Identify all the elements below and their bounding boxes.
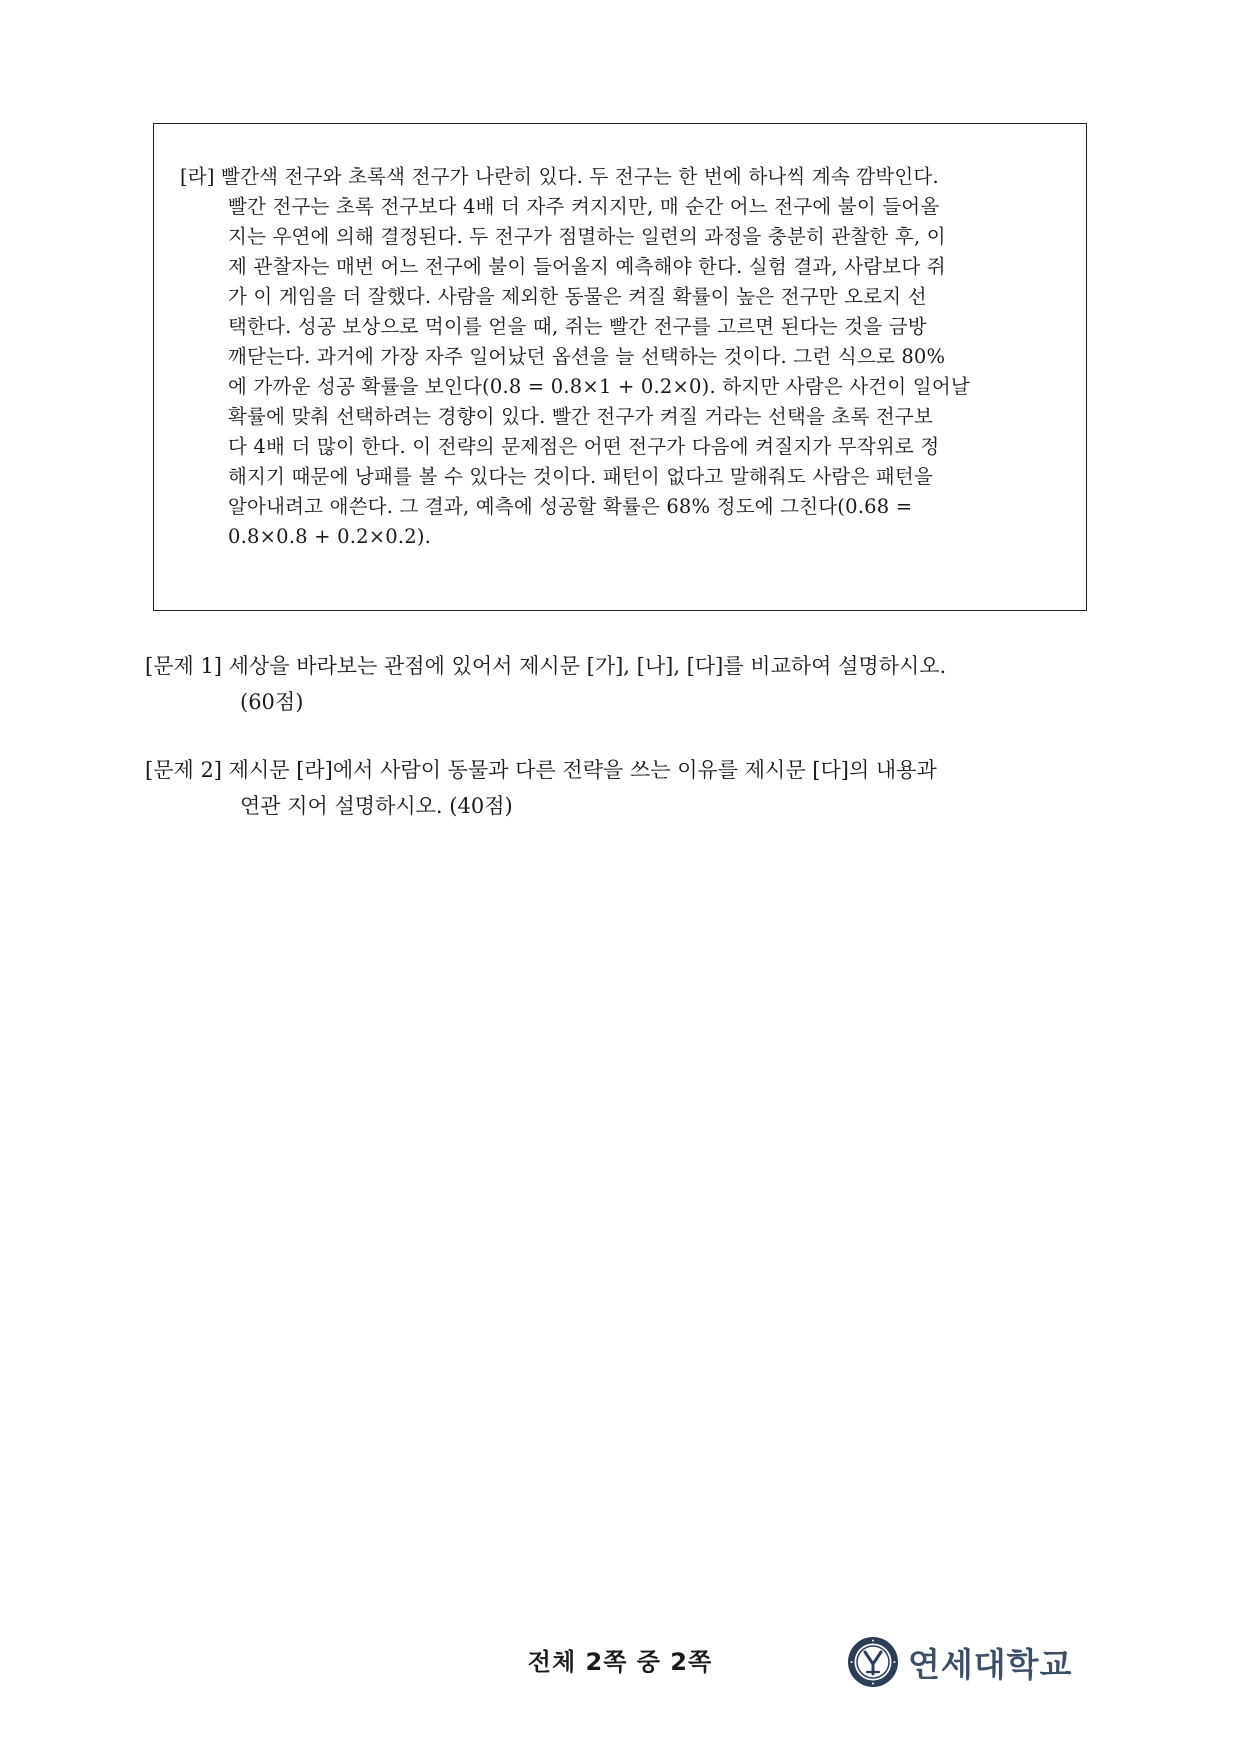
passage-line: 알아내려고 애쓴다. 그 결과, 예측에 성공할 확률은 68% 정도에 그친다(0.68 = — [228, 495, 913, 518]
passage-line: 택한다. 성공 보상으로 먹이를 얻을 때, 쥐는 빨간 전구를 고르면 된다는 것을 금방 — [228, 315, 927, 338]
passage-line: 0.8×0.8 + 0.2×0.2). — [228, 525, 432, 548]
university-logo — [846, 1632, 1072, 1692]
passage-line: 제 관찰자는 매번 어느 전구에 불이 들어올지 예측해야 한다. 실험 결과, 사람보다 쥐 — [228, 255, 946, 278]
question-2 — [145, 752, 1095, 824]
passage-line: 지는 우연에 의해 결정된다. 두 전구가 점멸하는 일련의 과정을 충분히 관찰한 후, 이 — [228, 225, 946, 248]
question-text: [문제 1] 세상을 바라보는 관점에 있어서 제시문 [가], [나], [다]를 비교하여 설명하시오. — [145, 654, 947, 678]
page-number: 전체 2쪽 중 2쪽 — [527, 1648, 713, 1676]
question-points: (60점) — [240, 690, 304, 714]
passage-line: 해지기 때문에 낭패를 볼 수 있다는 것이다. 패턴이 없다고 말해줘도 사람은 패턴을 — [228, 465, 934, 488]
passage-line: 빨간 전구는 초록 전구보다 4배 더 자주 켜지지만, 매 순간 어느 전구에 불이 들어올 — [228, 195, 940, 218]
passage-line: 깨닫는다. 과거에 가장 자주 일어났던 옵션을 늘 선택하는 것이다. 그런 식으로 80% — [228, 345, 946, 368]
passage-line: 다 4배 더 많이 한다. 이 전략의 문제점은 어떤 전구가 다음에 켜질지가 무작위로 정 — [228, 435, 940, 458]
question-points: 연관 지어 설명하시오. (40점) — [240, 794, 513, 818]
question-text: [문제 2] 제시문 [라]에서 사람이 동물과 다른 전략을 쓰는 이유를 제시문 [다]의 내용과 — [145, 758, 937, 782]
university-name: 연세대학교 — [908, 1644, 1073, 1684]
passage-line: 에 가까운 성공 확률을 보인다(0.8 = 0.8×1 + 0.2×0). 하지만 사람은 사건이 일어날 — [228, 375, 970, 398]
passage-line: [라] 빨간색 전구와 초록색 전구가 나란히 있다. 두 전구는 한 번에 하나씩 계속 깜박인다. — [180, 165, 939, 188]
passage-line: 확률에 맞춰 선택하려는 경향이 있다. 빨간 전구가 켜질 거라는 선택을 초록 전구보 — [228, 405, 934, 428]
question-1 — [145, 648, 1095, 720]
university-seal-icon — [846, 1635, 900, 1689]
passage-line: 가 이 게임을 더 잘했다. 사람을 제외한 동물은 켜질 확률이 높은 전구만 오로지 선 — [228, 285, 927, 308]
